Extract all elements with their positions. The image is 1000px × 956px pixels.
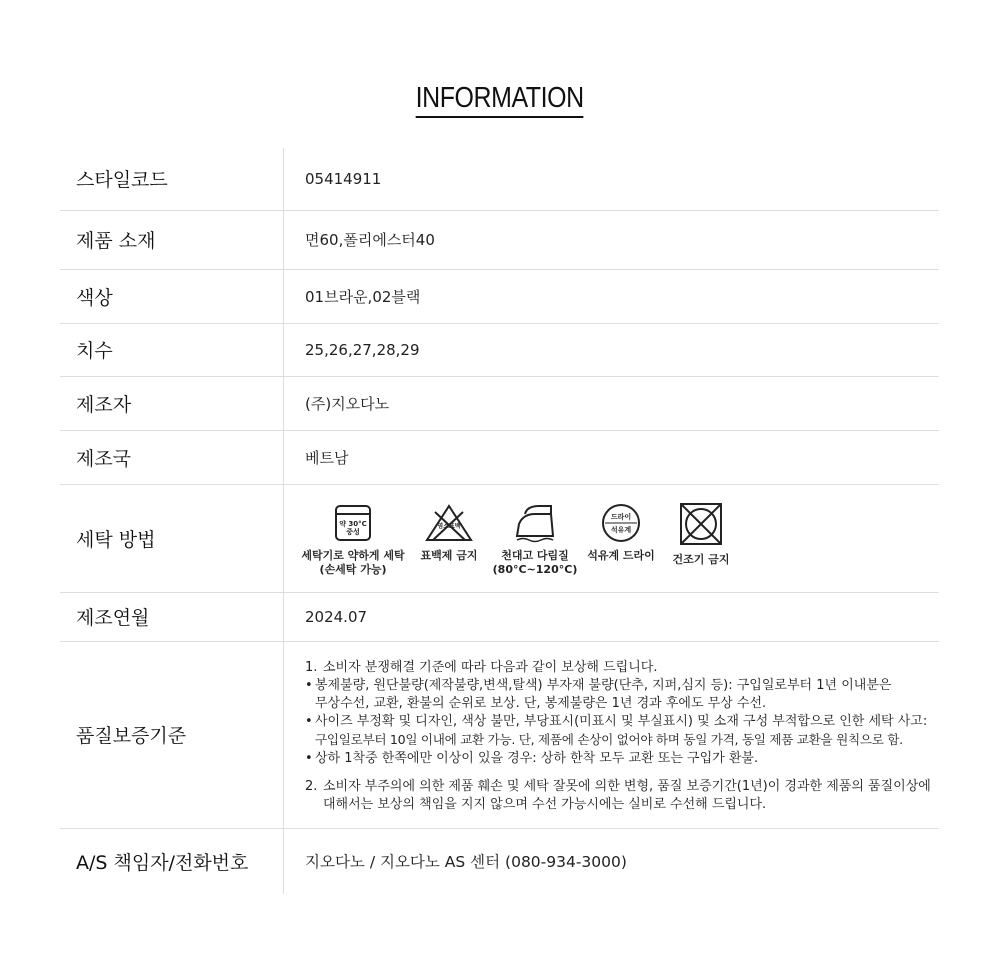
country-label: 제조국 [60,430,284,484]
bullet-2-line-2: 구입일로부터 10일 이내에 교환 가능. 단, 제품에 손상이 없어야 하며 동일 가격, 동일 제품 교환을 원칙으로 함. [315,732,903,747]
row-as [60,828,939,894]
row-style-code [60,148,939,210]
no-bleach-icon [423,502,475,544]
color-value: 01브라운,02블랙 [284,269,940,323]
quality-value [284,641,940,828]
maker-value: (주)지오다노 [284,376,940,430]
note-number-1: 1. [305,660,318,675]
care-item-tumble-dry [665,502,737,567]
bleach-icon-text: 염소표백 [437,522,461,530]
care-item-bleach [405,502,493,563]
row-country [60,430,939,484]
note-2-line-1: 소비자 부주의에 의한 제품 훼손 및 세탁 잘못에 의한 변형, 품질 보증기간(1년)이 경과한 제품의 품질이상에 [323,779,931,794]
material-label: 제품 소재 [60,210,284,269]
washing-icon-text-2: 중성 [346,527,360,536]
bullet-2-line-1: 사이즈 부정확 및 디자인, 색상 불만, 부당표시(미표시 및 부실표시) 및 소재 구성 부적합으로 인한 세탁 사고: [315,714,928,729]
bullet-3-text: 상하 1착중 한쪽에만 이상이 있을 경우: 상하 한착 모두 교환 또는 구입가 환불. [315,751,759,766]
bullet-2-text [315,713,927,750]
as-value: 지오다노 / 지오다노 AS 센터 (080-934-3000) [305,853,627,872]
note-number-2: 2. [305,779,318,794]
dry-clean-icon-text-top: 드라이 [610,512,632,521]
row-maker [60,376,939,430]
style-code-label: 스타일코드 [60,148,284,210]
color-label: 색상 [60,269,284,323]
iron-icon [513,502,557,544]
note-text-2 [323,778,931,814]
note-bullet-2 [305,713,939,750]
size-value: 25,26,27,28,29 [284,323,940,376]
washing-icon-text-1: 약 30°C [339,519,367,528]
care-item-washing [301,502,405,577]
note-bullet-1 [305,677,939,713]
bullet-1-line-2: 무상수선, 교환, 환불의 순위로 보상. 단, 봉제불량은 1년 경과 후에도 무상 수선. [315,696,767,711]
washing-caption: 세탁기로 약하게 세탁 (손세탁 가능) [301,548,405,576]
washing-value [284,484,940,592]
country-value: 베트남 [284,430,940,484]
washing-label: 세탁 방법 [60,484,284,592]
bullet-dot-3: • [305,751,313,766]
row-date [60,592,939,641]
date-label: 제조연월 [60,592,284,641]
style-code-value: 05414911 [284,148,940,210]
washing-machine-icon [333,502,373,544]
note-2-line-2: 대해서는 보상의 책임을 지지 않으며 수선 가능시에는 실비로 수선해 드립니다. [323,797,767,812]
care-icons [301,500,939,577]
tumble-dry-caption: 건조기 금지 [672,552,730,566]
note-item-1 [305,659,939,677]
title-wrap [0,82,1000,118]
page-title: INFORMATION [416,82,584,118]
dry-clean-icon-text-bottom: 석유계 [610,525,632,534]
bullet-dot-1: • [305,678,313,693]
date-value: 2024.07 [284,592,940,641]
no-tumble-dry-icon [677,502,725,548]
as-label: A/S 책임자/전화번호 [60,828,284,894]
row-size [60,323,939,376]
note-gap [305,768,939,778]
note-item-2 [305,778,939,814]
bullet-dot-2: • [305,714,313,729]
iron-caption: 천대고 다림질 (80°C~120°C) [492,548,578,576]
care-item-dry-clean [577,502,665,563]
dry-clean-caption: 석유계 드라이 [587,548,655,562]
bullet-1-line-1: 봉제불량, 원단불량(제작불량,변색,탈색) 부자재 불량(단추, 지퍼,심지 등): 구입일로부터 1년 이내분은 [315,678,892,693]
care-item-iron [493,502,577,577]
quality-label: 품질보증기준 [60,641,284,828]
note-text-1: 소비자 분쟁해결 기준에 따라 다음과 같이 보상해 드립니다. [323,660,658,675]
row-material [60,210,939,269]
note-bullet-3 [305,750,939,768]
size-label: 치수 [60,323,284,376]
row-color [60,269,939,323]
dry-clean-icon [599,502,643,544]
information-table [60,148,939,894]
quality-notes [305,659,939,814]
bullet-1-text [315,677,891,713]
bleach-caption: 표백제 금지 [420,548,478,562]
row-washing [60,484,939,592]
maker-label: 제조자 [60,376,284,430]
material-value: 면60,폴리에스터40 [284,210,940,269]
row-quality [60,641,939,828]
